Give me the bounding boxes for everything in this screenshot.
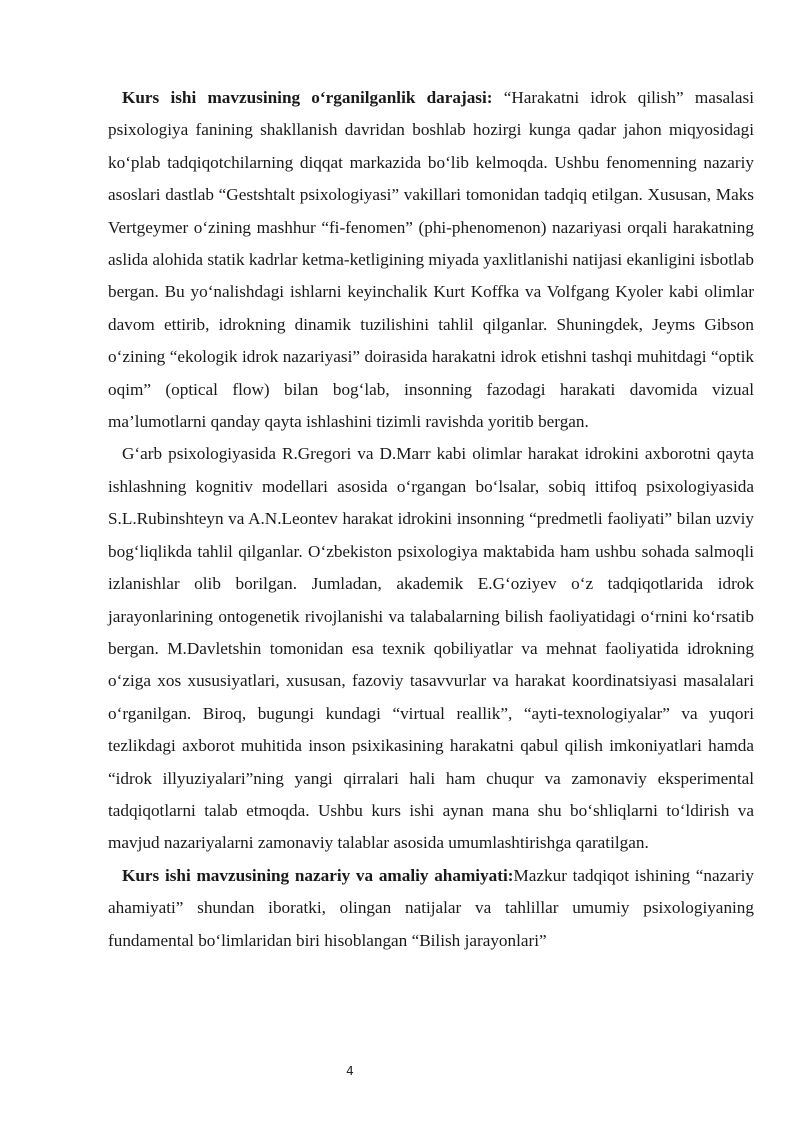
paragraph-significance	[108, 860, 754, 957]
body-text	[108, 82, 754, 957]
paragraph-research-level	[108, 82, 754, 438]
paragraph-text: Mazkur tadqiqot ishining “nazariy ahamiyati” shundan iboratki, olingan natijalar va tahlillar umumiy psixologiyaning fundamental bo‘limlaridan biri hisoblangan “Bilish jarayonlari”	[108, 865, 754, 950]
paragraph-text: “Harakatni idrok qilish” masalasi psixologiya fanining shakllanish davridan boshlab hozirgi kunga qadar jahon miqyosidagi ko‘plab tadqiqotchilarning diqqat markazida bo‘lib kelmoqda. Ushbu fenomenning nazariy asoslari dastlab “Gestshtalt psixologiyasi” vakillari tomonidan tadqiq etilgan. Xususan, Maks Vertgeymer o‘zining mashhur “fi-fenomen” (phi-phenomenon) nazariyasi orqali harakatning aslida alohida statik kadrlar ketma-ketligining miyada yaxlitlanishi natijasi ekanligini isbotlab bergan. Bu yo‘nalishdagi ishlarni keyinchalik Kurt Koffka va Volfgang Kyoler kabi olimlar davom ettirib, idrokning dinamik tuzilishini tahlil qilganlar. Shuningdek, Jeyms Gibson o‘zining “ekologik idrok nazariyasi” doirasida harakatni idrok etishni tashqi muhitdagi “optik oqim” (optical flow) bilan bog‘lab, insonning fazodagi harakati davomida vizual ma’lumotlarni qanday qayta ishlashini tizimli ravishda yoritib bergan.	[108, 88, 755, 432]
heading-research-level: Kurs ishi mavzusining o‘rganilganlik darajasi:	[122, 88, 493, 107]
paragraph-text: G‘arb psixologiyasida R.Gregori va D.Marr kabi olimlar harakat idrokini axborotni qayta ishlashning kognitiv modellari asosida o‘rgangan bo‘lsalar, sobiq ittifoq psixologiyasida S.L.Rubinshteyn va A.N.Leontev harakat idrokini insonning “predmetli faoliyati” bilan uzviy bog‘liqlikda tahlil qilganlar. O‘zbekiston psixologiya maktabida ham ushbu sohada salmoqli izlanishlar olib borilgan. Jumladan, akademik E.G‘oziyev o‘z tadqiqotlarida idrok jarayonlarining ontogenetik rivojlanishi va talabalarning bilish faoliyatidagi o‘rnini ko‘rsatib bergan. M.Davletshin tomonidan esa texnik qobiliyatlar va mehnat faoliyatida idrokning o‘ziga xos xususiyatlari, xususan, fazoviy tasavvurlar va harakat koordinatsiyasi masalalari o‘rganilgan. Biroq, bugungi kundagi “virtual reallik”, “ayti-texnologiyalar” va yuqori tezlikdagi axborot muhitida inson psixikasining harakatni qabul qilish imkoniyatlari hamda “idrok illyuziyalari”ning yangi qirralari hali ham chuqur va zamonaviy eksperimental tadqiqotlarni talab etmoqda. Ushbu kurs ishi aynan mana shu bo‘shliqlarni to‘ldirish va mavjud nazariyalarni zamonaviy talablar asosida umumlashtirishga qaratilgan.	[108, 444, 754, 853]
paragraph-literature-review	[108, 438, 754, 859]
heading-significance: Kurs ishi mavzusining nazariy va amaliy ahamiyati:	[122, 865, 514, 885]
page-number: 4	[346, 1064, 354, 1078]
